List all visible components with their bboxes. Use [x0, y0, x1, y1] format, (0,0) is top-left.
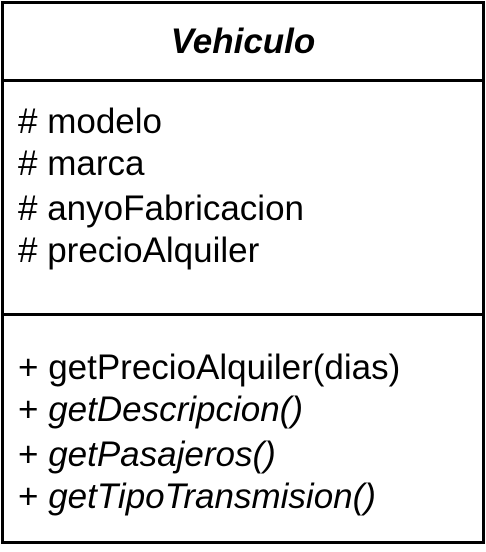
method-get-descripcion	[18, 390, 303, 430]
method-get-pasajeros	[18, 435, 276, 475]
method-name: getDescripcion()	[48, 390, 303, 429]
visibility-symbol: +	[18, 348, 39, 387]
class-header	[4, 4, 482, 82]
method-name: getTipoTransmision()	[48, 477, 376, 516]
attribute-name: anyoFabricacion	[47, 189, 305, 228]
method-name: getPrecioAlquiler(dias)	[48, 348, 401, 387]
visibility-symbol: +	[18, 477, 39, 516]
method-get-precio-alquiler	[18, 348, 400, 388]
visibility-symbol: +	[18, 435, 39, 474]
attribute-marca	[18, 144, 144, 184]
visibility-symbol: +	[18, 390, 39, 429]
class-name: Vehiculo	[170, 22, 316, 61]
visibility-symbol: #	[18, 231, 38, 270]
attribute-precio-alquiler	[18, 231, 259, 271]
method-name: getPasajeros()	[48, 435, 276, 474]
visibility-symbol: #	[18, 102, 38, 141]
attribute-name: precioAlquiler	[47, 231, 260, 270]
methods-compartment	[4, 316, 482, 541]
attribute-name: marca	[47, 144, 145, 183]
attribute-name: modelo	[47, 102, 162, 141]
attributes-compartment	[4, 82, 482, 316]
visibility-symbol: #	[18, 144, 38, 183]
visibility-symbol: #	[18, 189, 38, 228]
attribute-anyo-fabricacion	[18, 189, 304, 229]
uml-class-box	[1, 1, 485, 544]
attribute-modelo	[18, 102, 162, 142]
method-get-tipo-transmision	[18, 477, 376, 517]
